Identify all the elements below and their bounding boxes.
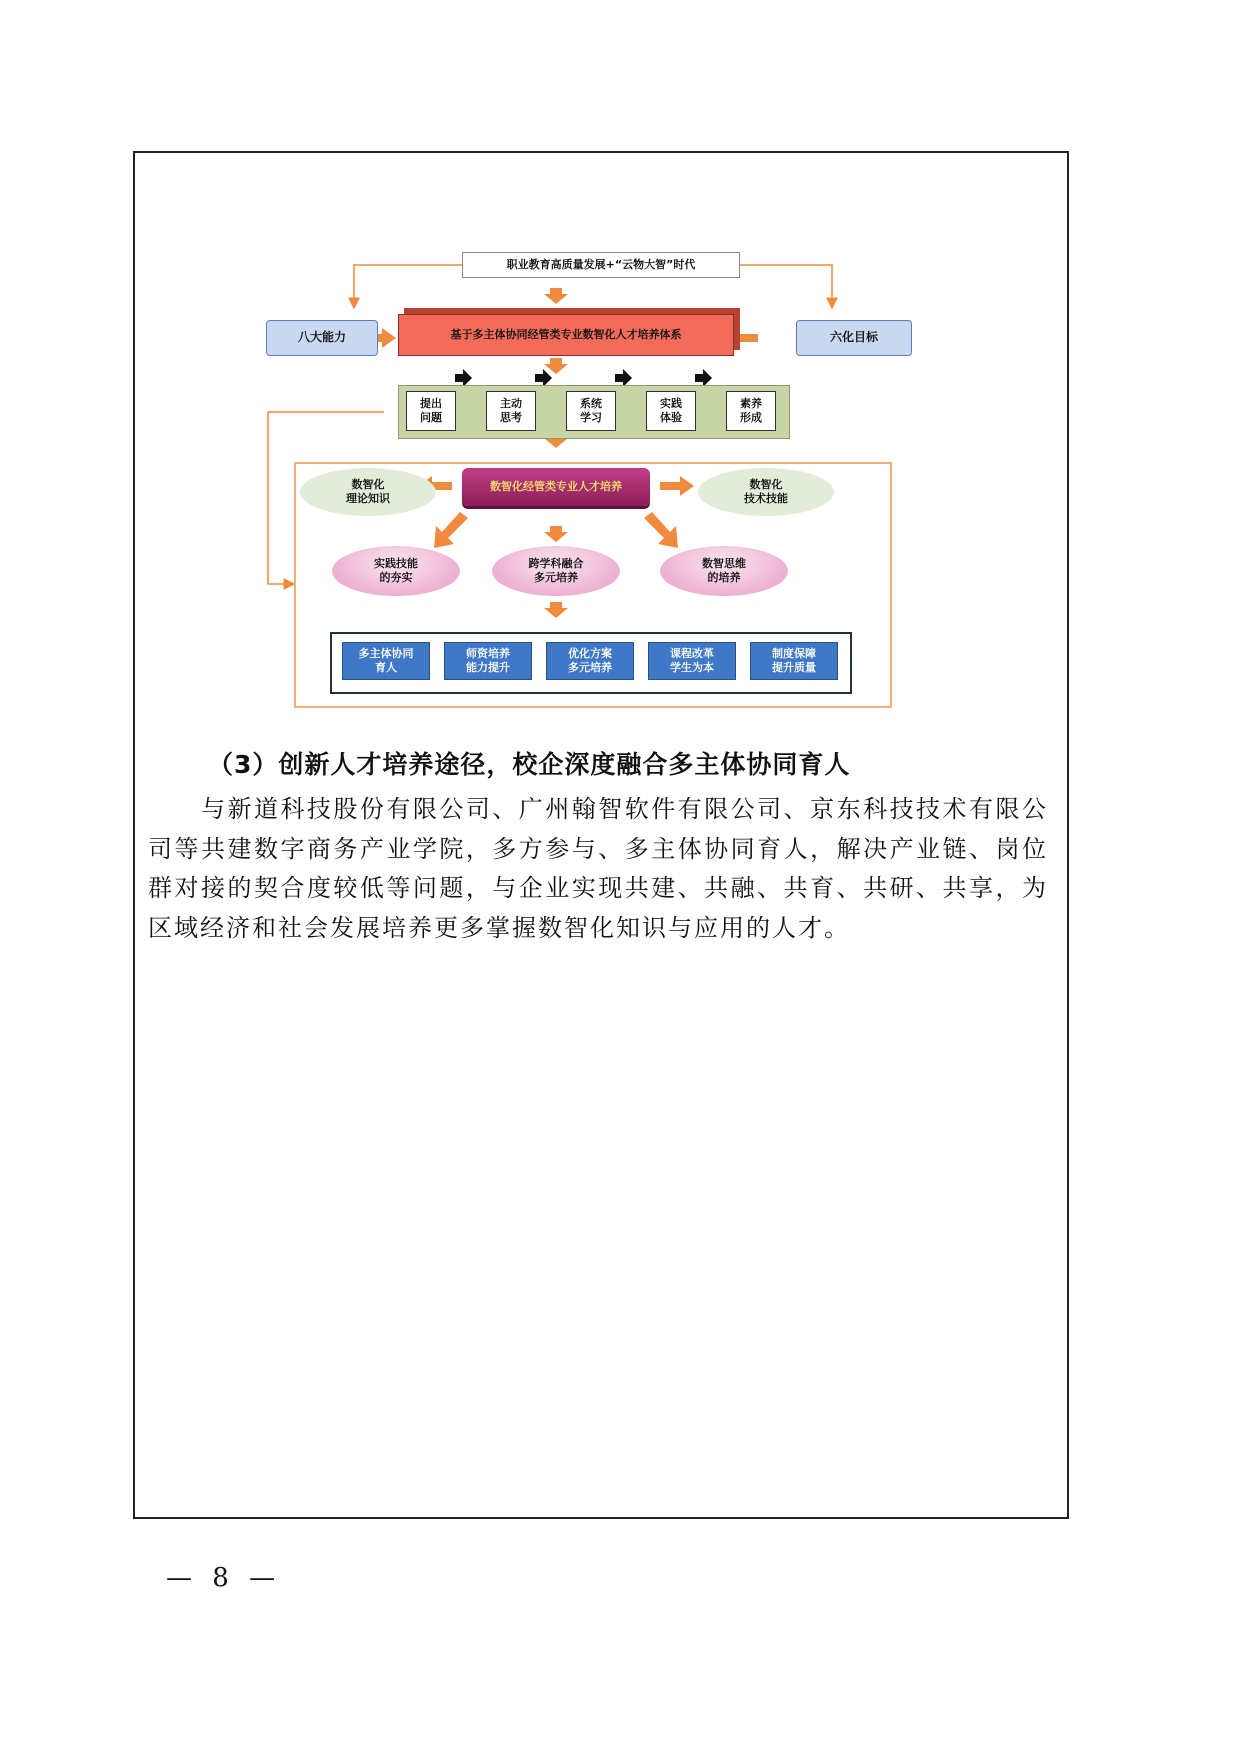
oval-box: 实践技能 的夯实 — [332, 546, 460, 596]
center-label-box: 数智化经管类专业人才培养 — [462, 468, 650, 506]
step-box: 实践 体验 — [646, 391, 696, 431]
step-box: 素养 形成 — [726, 391, 776, 431]
left-label-box: 八大能力 — [266, 320, 378, 356]
side-right-oval: 数智化 技术技能 — [698, 468, 834, 516]
bottom-step-box: 优化方案 多元培养 — [546, 642, 634, 680]
right-label-box: 六化目标 — [796, 320, 912, 356]
top-label-box: 职业教育高质量发展+“云物大智”时代 — [462, 252, 740, 278]
step-box: 系统 学习 — [566, 391, 616, 431]
bottom-step-box: 师资培养 能力提升 — [444, 642, 532, 680]
step-box: 主动 思考 — [486, 391, 536, 431]
talent-training-diagram — [262, 250, 916, 708]
side-left-oval: 数智化 理论知识 — [300, 468, 436, 516]
oval-box: 数智思维 的培养 — [660, 546, 788, 596]
body-paragraph: 与新道科技股份有限公司、广州翰智软件有限公司、京东科技技术有限公司等共建数字商务产业学院，多方参与、多主体协同育人，解决产业链、岗位群对接的契合度较低等问题，与企业实现共建、共融、共育、共研、共享，为区域经济和社会发展培养更多掌握数智化知识与应用的人才。 — [148, 795, 1048, 942]
page-number: — 8 — — [166, 1563, 282, 1593]
section-heading: （3）创新人才培养途径，校企深度融合多主体协同育人 — [208, 750, 851, 779]
oval-box: 跨学科融合 多元培养 — [492, 546, 620, 596]
bottom-step-box: 课程改革 学生为本 — [648, 642, 736, 680]
system-box: 基于多主体协同经管类专业数智化人才培养体系 — [398, 314, 734, 356]
step-box: 提出 问题 — [406, 391, 456, 431]
bottom-step-box: 制度保障 提升质量 — [750, 642, 838, 680]
bottom-step-box: 多主体协同 育人 — [342, 642, 430, 680]
